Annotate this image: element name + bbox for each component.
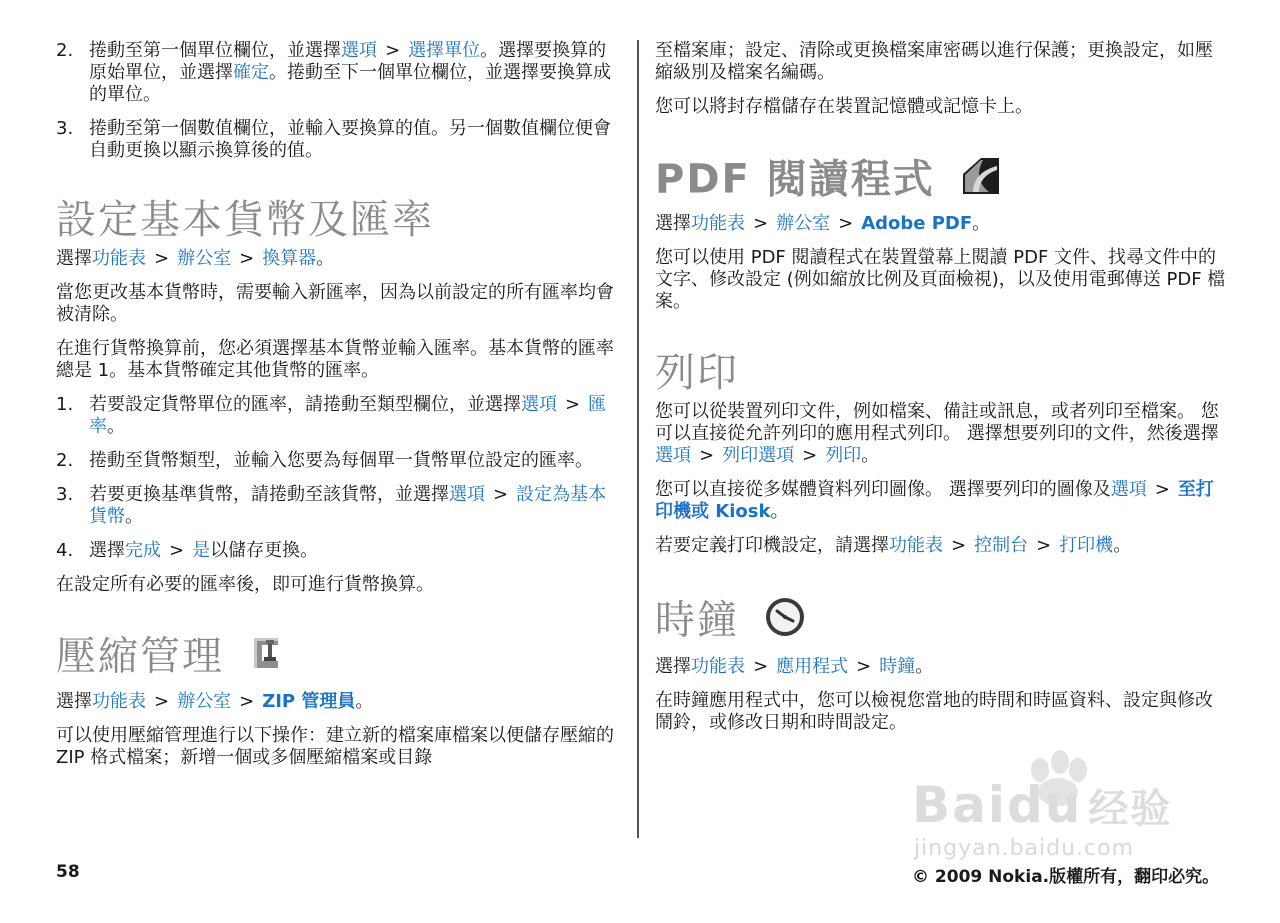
pdf-reader-icon xyxy=(959,154,1003,209)
adobe-pdf-link[interactable]: Adobe PDF xyxy=(861,213,973,234)
options-link[interactable]: 選項 xyxy=(521,394,557,415)
column-divider xyxy=(637,40,639,838)
menu-link[interactable]: 功能表 xyxy=(92,248,146,269)
heading-pdf: PDF 閱讀程式 xyxy=(655,154,1227,209)
copyright: © 2009 Nokia.版權所有，翻印必究。 xyxy=(912,867,1220,887)
zip-paragraph-2: 您可以將封存檔儲存在裝置記憶體或記憶卡上。 xyxy=(655,96,1033,117)
baidu-watermark xyxy=(908,748,1208,868)
page-number: 58 xyxy=(56,862,80,882)
step-3: 3. 捲動至第一個數值欄位，並輸入要換算的值。另一個數值欄位便會自動更換以顯示換算後的值。 xyxy=(56,118,611,161)
select-unit-link[interactable]: 選擇單位 xyxy=(408,40,481,61)
applications-link[interactable]: 應用程式 xyxy=(776,656,849,677)
print-link[interactable]: 列印 xyxy=(825,445,862,466)
step-2: 2. 捲動至第一個單位欄位，並選擇選項 > 選擇單位。選擇要換算的原始單位，並選擇確定。捲動至下一個單位欄位，並選擇要換算成的單位。 xyxy=(56,40,611,105)
heading-zip: 壓縮管理 xyxy=(56,632,622,685)
nav-path-currency: 選擇功能表 > 辦公室 > 換算器。 xyxy=(56,248,335,269)
zip-paragraph-1: 可以使用壓縮管理進行以下操作：建立新的檔案庫檔案以便儲存壓縮的 ZIP 格式檔案；新增一個或多個壓縮檔案或目錄 xyxy=(56,725,614,768)
currency-paragraph-3: 在設定所有必要的匯率後，即可進行貨幣換算。 xyxy=(56,574,434,595)
converter-link[interactable]: 換算器 xyxy=(262,248,317,269)
options-link[interactable]: 選項 xyxy=(341,40,377,61)
currency-step-1: 1. 若要設定貨幣單位的匯率，請捲動至類型欄位，並選擇選項 > 匯率。 xyxy=(56,394,607,437)
set-base-currency-link[interactable]: 設定為基本貨幣 xyxy=(89,484,607,527)
ok-link[interactable]: 確定 xyxy=(233,62,269,83)
menu-link[interactable]: 功能表 xyxy=(691,656,745,677)
nav-path-zip: 選擇功能表 > 辦公室 > ZIP 管理員。 xyxy=(56,691,374,712)
zip-manager-link[interactable]: ZIP 管理員 xyxy=(262,691,356,712)
print-paragraph-2: 您可以直接從多媒體資料列印圖像。 選擇要列印的圖像及選項 > 至打印機或 Kiosk。 xyxy=(655,479,1214,522)
nav-path-pdf: 選擇功能表 > 辦公室 > Adobe PDF。 xyxy=(655,213,991,234)
clock-link[interactable]: 時鐘 xyxy=(879,656,916,677)
currency-paragraph-2: 在進行貨幣換算前，您必須選擇基本貨幣並輸入匯率。基本貨幣的匯率總是 1。基本貨幣確定其他貨幣的匯率。 xyxy=(56,338,614,381)
clock-icon xyxy=(763,595,807,650)
yes-link[interactable]: 是 xyxy=(192,540,211,561)
right-column xyxy=(655,40,1227,746)
control-panel-link[interactable]: 控制台 xyxy=(974,535,1029,556)
watermark-url: jingyan.baidu.com xyxy=(914,836,1135,861)
clamp-icon xyxy=(248,632,288,685)
print-paragraph-1: 您可以從裝置列印文件，例如檔案、備註或訊息，或者列印至檔案。 您可以直接從允許列印的應用程式列印。 選擇想要列印的文件，然後選擇選項 > 列印選項 > 列印。 xyxy=(655,401,1219,466)
heading-print: 列印 xyxy=(655,350,739,396)
menu-link[interactable]: 功能表 xyxy=(691,213,745,234)
clock-paragraph-1: 在時鐘應用程式中，您可以檢視您當地的時間和時區資料、設定與修改鬧鈴，或修改日期和時間設定。 xyxy=(655,690,1213,733)
nav-path-clock: 選擇功能表 > 應用程式 > 時鐘。 xyxy=(655,656,934,677)
to-printer-kiosk-link[interactable]: 至打印機或 Kiosk xyxy=(655,479,1214,522)
pdf-paragraph-1: 您可以使用 PDF 閱讀程式在裝置螢幕上閱讀 PDF 文件、找尋文件中的文字、修改設定 (例如縮放比例及頁面檢視)，以及使用電郵傳送 PDF 檔案。 xyxy=(655,247,1226,312)
menu-link[interactable]: 功能表 xyxy=(889,535,943,556)
watermark-brand: Baidu 经验 xyxy=(912,776,1173,834)
currency-paragraph-1: 當您更改基本貨幣時，需要輸入新匯率，因為以前設定的所有匯率均會被清除。 xyxy=(56,282,614,325)
options-link[interactable]: 選項 xyxy=(1110,479,1147,500)
heading-currency: 設定基本貨幣及匯率 xyxy=(56,197,434,243)
options-link[interactable]: 選項 xyxy=(655,445,691,466)
printer-link[interactable]: 打印機 xyxy=(1059,535,1114,556)
office-link[interactable]: 辦公室 xyxy=(776,213,831,234)
office-link[interactable]: 辦公室 xyxy=(177,691,232,712)
heading-clock: 時鐘 xyxy=(655,595,1227,650)
options-link[interactable]: 選項 xyxy=(449,484,485,505)
currency-step-4: 4. 選擇完成 > 是以儲存更換。 xyxy=(56,540,319,561)
print-options-link[interactable]: 列印選項 xyxy=(722,445,795,466)
exchange-rate-link[interactable]: 匯率 xyxy=(89,394,607,437)
currency-step-3: 3. 若要更換基準貨幣，請捲動至該貨幣，並選擇選項 > 設定為基本貨幣。 xyxy=(56,484,607,527)
left-column xyxy=(56,40,622,781)
print-paragraph-3: 若要定義打印機設定，請選擇功能表 > 控制台 > 打印機。 xyxy=(655,535,1132,556)
menu-link[interactable]: 功能表 xyxy=(92,691,146,712)
done-link[interactable]: 完成 xyxy=(125,540,161,561)
zip-paragraph-continued: 至檔案庫；設定、清除或更換檔案庫密碼以進行保護；更換設定，如壓縮級別及檔案名編碼。 xyxy=(655,40,1213,83)
currency-step-2: 2. 捲動至貨幣類型，並輸入您要為每個單一貨幣單位設定的匯率。 xyxy=(56,450,593,471)
office-link[interactable]: 辦公室 xyxy=(177,248,232,269)
